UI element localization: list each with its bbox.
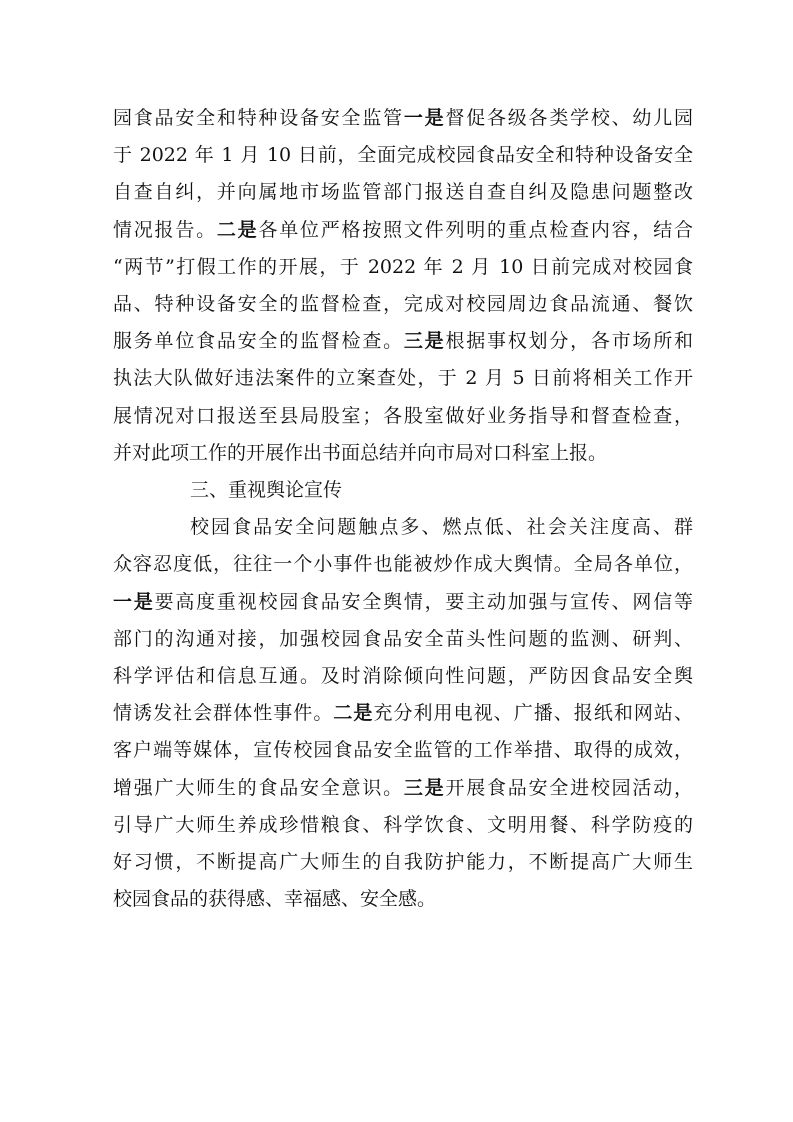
text-segment: 执法大队做好违法案件的立案查处，于 2 月 5 日前将相关工作开 xyxy=(113,367,693,390)
text-segment: 增强广大师生的食品安全意识。 xyxy=(113,776,404,799)
text-segment: 校园食品的获得感、幸福感、安全感。 xyxy=(113,888,437,911)
text-line xyxy=(113,398,693,435)
text-line xyxy=(113,844,693,881)
text-segment: 科学评估和信息互通。及时消除倾向性问题，严防因食品安全舆 xyxy=(113,665,693,688)
emphasis-keyword: 一是 xyxy=(403,107,446,129)
text-line xyxy=(113,807,693,844)
emphasis-keyword: 三是 xyxy=(403,776,446,799)
text-line xyxy=(113,770,693,807)
emphasis-keyword: 三是 xyxy=(403,330,446,353)
text-segment: 情诱发社会群体性事件。 xyxy=(113,702,334,725)
text-segment: 服务单位食品安全的监督检查。 xyxy=(113,330,404,353)
section-heading-text: 三、重视舆论宣传 xyxy=(190,479,343,502)
text-line xyxy=(113,732,693,769)
document-body xyxy=(113,100,693,918)
text-line xyxy=(113,621,693,658)
text-segment: 于 2022 年 1 月 10 日前，全面完成校园食品安全和特种设备安全 xyxy=(113,144,693,167)
text-segment: 客户端等媒体，宣传校园食品安全监管的工作举措、取得的成效， xyxy=(113,739,693,762)
text-segment: 充分利用电视、广播、报纸和网站、 xyxy=(373,702,693,725)
text-segment: 各单位严格按照文件列明的重点检查内容，结合 xyxy=(258,218,693,241)
text-line xyxy=(113,323,693,360)
text-line xyxy=(113,249,693,286)
text-segment: “两节”打假工作的开展，于 2022 年 2 月 10 日前完成对校园食 xyxy=(113,255,693,278)
text-line xyxy=(113,100,693,137)
text-segment: 引导广大师生养成珍惜粮食、科学饮食、文明用餐、科学防疫的 xyxy=(113,813,693,836)
text-line xyxy=(113,137,693,174)
text-segment: 要高度重视校园食品安全舆情，要主动加强与宣传、网信等 xyxy=(154,590,693,613)
emphasis-keyword: 一是 xyxy=(113,590,155,613)
paragraph-public-opinion xyxy=(113,509,693,918)
text-line xyxy=(113,286,693,323)
text-segment: 根据事权划分，各市场所和 xyxy=(445,330,693,353)
text-line xyxy=(113,174,693,211)
text-segment: 督促各级各类学校、幼儿园 xyxy=(445,107,693,129)
text-segment: 并对此项工作的开展作出书面总结并向市局对口科室上报。 xyxy=(113,441,608,464)
text-segment: 众容忍度低，往往一个小事件也能被炒作成大舆情。全局各单位， xyxy=(113,553,693,576)
text-segment: 自查自纠，并向属地市场监管部门报送自查自纠及隐患问题整改 xyxy=(113,181,693,204)
text-line xyxy=(113,360,693,397)
text-line xyxy=(113,695,693,732)
text-segment: 展情况对口报送至县局股室；各股室做好业务指导和督查检查， xyxy=(113,404,693,427)
text-line xyxy=(113,658,693,695)
text-segment: 园食品安全和特种设备安全监管 xyxy=(113,107,404,129)
text-line xyxy=(113,509,693,546)
text-line xyxy=(113,546,693,583)
text-line xyxy=(113,212,693,249)
section-heading xyxy=(113,472,693,509)
text-segment: 部门的沟通对接，加强校园食品安全苗头性问题的监测、研判、 xyxy=(113,627,693,650)
emphasis-keyword: 二是 xyxy=(216,218,259,241)
text-line xyxy=(113,435,693,472)
paragraph-food-safety-supervision xyxy=(113,100,693,472)
text-segment: 好习惯，不断提高广大师生的自我防护能力，不断提高广大师生 xyxy=(113,851,693,874)
text-segment: 校园食品安全问题触点多、燃点低、社会关注度高、群 xyxy=(190,516,693,539)
text-segment: 开展食品安全进校园活动， xyxy=(445,776,693,799)
text-line xyxy=(113,881,693,918)
text-segment: 情况报告。 xyxy=(113,218,217,241)
emphasis-keyword: 二是 xyxy=(333,702,374,725)
text-segment: 品、特种设备安全的监督检查，完成对校园周边食品流通、餐饮 xyxy=(113,293,693,316)
text-line xyxy=(113,584,693,621)
